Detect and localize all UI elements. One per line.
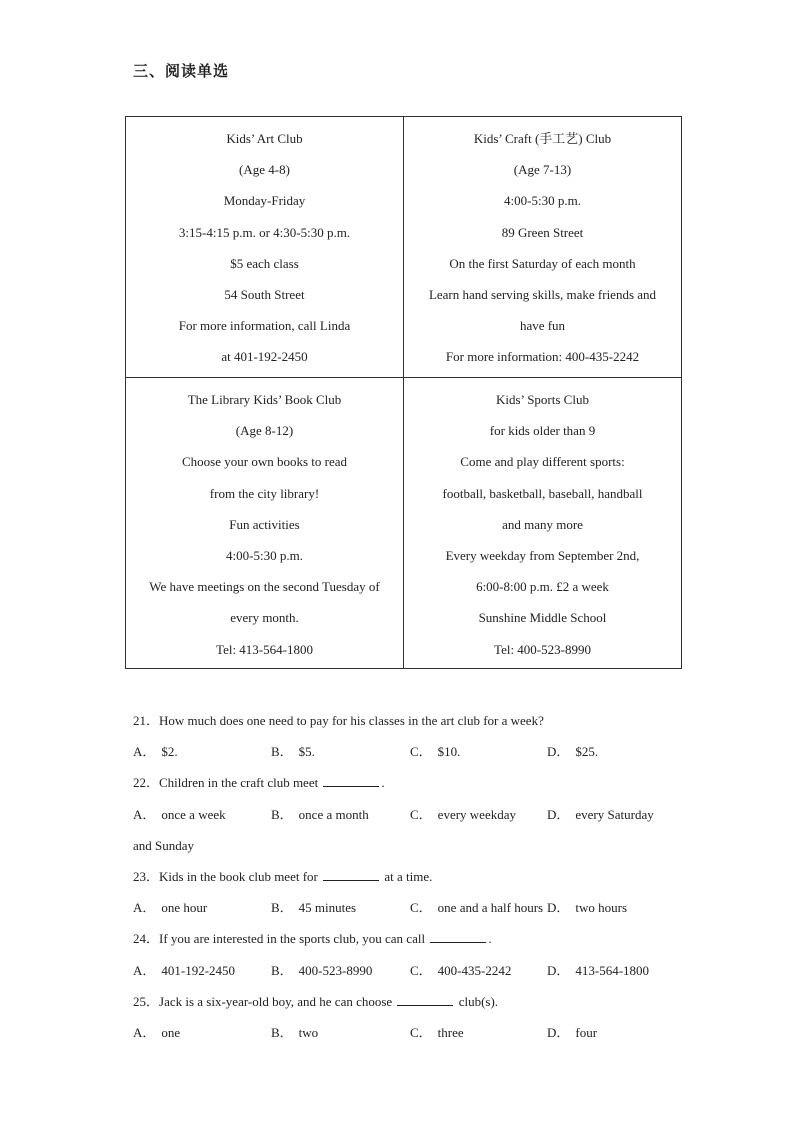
club-title: The Library Kids’ Book Club	[187, 392, 342, 407]
question-text-after: .	[381, 775, 385, 791]
option-row	[133, 1017, 693, 1048]
option-c[interactable]: C． 400-435-2242	[410, 962, 512, 978]
club-line: Learn hand serving skills, make friends and	[428, 287, 657, 303]
club-line: Tel: 413-564-1800	[216, 641, 313, 657]
club-line: 3:15-4:15 p.m. or 4:30-5:30 p.m.	[178, 224, 351, 240]
question-text-after: at a time.	[384, 868, 433, 884]
question-text: Children in the craft club meet	[159, 775, 319, 791]
option-a[interactable]: A． once a week	[133, 806, 226, 822]
club-cell-craft	[404, 117, 682, 378]
club-line: (Age 7-13)	[513, 162, 572, 178]
club-line: (Age 8-12)	[235, 423, 294, 439]
club-info-table	[125, 116, 682, 669]
club-title: Kids’ Craft (手工艺) Club	[473, 131, 612, 146]
club-line: 4:00-5:30 p.m.	[226, 548, 303, 564]
option-b[interactable]: B． once a month	[271, 806, 369, 822]
club-line: We have meetings on the second Tuesday of	[149, 579, 380, 595]
club-line: Monday-Friday	[223, 193, 306, 209]
question-number: 21．	[133, 713, 160, 728]
club-title: Kids’ Sports Club	[496, 392, 589, 407]
option-b[interactable]: B． 45 minutes	[271, 900, 357, 916]
option-a[interactable]: A． 401-192-2450	[133, 962, 236, 978]
question-text: How much does one need to pay for his classes in the art club for a week?	[159, 713, 544, 728]
option-c[interactable]: C． one and a half hours	[410, 900, 544, 916]
question-text-after: club(s).	[458, 993, 499, 1009]
club-line: 6:00-8:00 p.m. £2 a week	[476, 579, 609, 595]
question-stem	[133, 923, 693, 954]
question-stem	[133, 767, 693, 798]
answer-blank	[323, 867, 379, 881]
club-line: Come and play different sports:	[460, 454, 625, 470]
question-number: 23．	[133, 868, 160, 884]
option-row	[133, 799, 693, 830]
club-cell-art	[126, 117, 404, 378]
club-line: Choose your own books to read	[181, 454, 347, 470]
question-text-after: .	[488, 931, 492, 947]
answer-blank	[430, 929, 486, 943]
club-cell-book	[126, 378, 404, 669]
question-stem	[133, 861, 693, 892]
club-line: 54 South Street	[224, 287, 305, 303]
club-line: (Age 4-8)	[239, 162, 290, 178]
club-cell-sports	[404, 378, 682, 669]
club-line: football, basketball, baseball, handball	[442, 485, 643, 501]
club-line: Every weekday from September 2nd,	[445, 548, 640, 564]
option-c[interactable]: C． three	[410, 1024, 464, 1040]
option-row	[133, 892, 693, 923]
question-number: 25．	[133, 993, 160, 1009]
option-d[interactable]: D． every Saturday	[547, 806, 654, 822]
question-stem	[133, 705, 693, 736]
club-line: On the first Saturday of each month	[449, 255, 636, 271]
club-line: Sunshine Middle School	[478, 610, 607, 626]
question-stem	[133, 986, 693, 1017]
question-text: If you are interested in the sports club, you can call	[159, 931, 426, 947]
section-title: 三、阅读单选	[133, 62, 230, 80]
club-line: at 401-192-2450	[221, 349, 308, 365]
club-title: Kids’ Art Club	[226, 131, 303, 146]
answer-blank	[397, 992, 453, 1006]
option-c[interactable]: C． $10.	[410, 744, 461, 760]
question-list	[133, 705, 693, 1048]
option-a[interactable]: A． one hour	[133, 900, 208, 916]
option-d[interactable]: D． 413-564-1800	[547, 962, 650, 978]
question-text: Kids in the book club meet for	[159, 868, 318, 884]
club-line: have fun	[519, 318, 566, 334]
club-line: For more information: 400-435-2242	[445, 349, 640, 365]
option-b[interactable]: B． two	[271, 1024, 319, 1040]
option-d-continued: and Sunday	[133, 837, 195, 853]
option-d[interactable]: D． four	[547, 1024, 598, 1040]
option-a[interactable]: A． $2.	[133, 744, 178, 760]
club-line: from the city library!	[209, 485, 320, 501]
club-line: 89 Green Street	[501, 224, 584, 240]
option-wrap-line	[133, 830, 693, 861]
question-number: 22．	[133, 775, 160, 791]
question-number: 24．	[133, 931, 160, 947]
option-row	[133, 736, 693, 767]
club-line: Fun activities	[229, 516, 300, 532]
option-b[interactable]: B． $5.	[271, 744, 315, 760]
question-text: Jack is a six-year-old boy, and he can choose	[159, 993, 393, 1009]
club-line: $5 each class	[230, 255, 299, 271]
club-line: Tel: 400-523-8990	[494, 641, 591, 657]
club-line: and many more	[502, 516, 583, 532]
option-c[interactable]: C． every weekday	[410, 806, 516, 822]
option-d[interactable]: D． two hours	[547, 900, 628, 916]
option-a[interactable]: A． one	[133, 1024, 181, 1040]
option-row	[133, 955, 693, 986]
club-line: every month.	[230, 610, 299, 626]
club-line: 4:00-5:30 p.m.	[504, 193, 581, 209]
answer-blank	[323, 773, 379, 787]
club-line: For more information, call Linda	[178, 318, 351, 334]
club-line: for kids older than 9	[489, 423, 596, 439]
option-b[interactable]: B． 400-523-8990	[271, 962, 373, 978]
option-d[interactable]: D． $25.	[547, 744, 599, 760]
